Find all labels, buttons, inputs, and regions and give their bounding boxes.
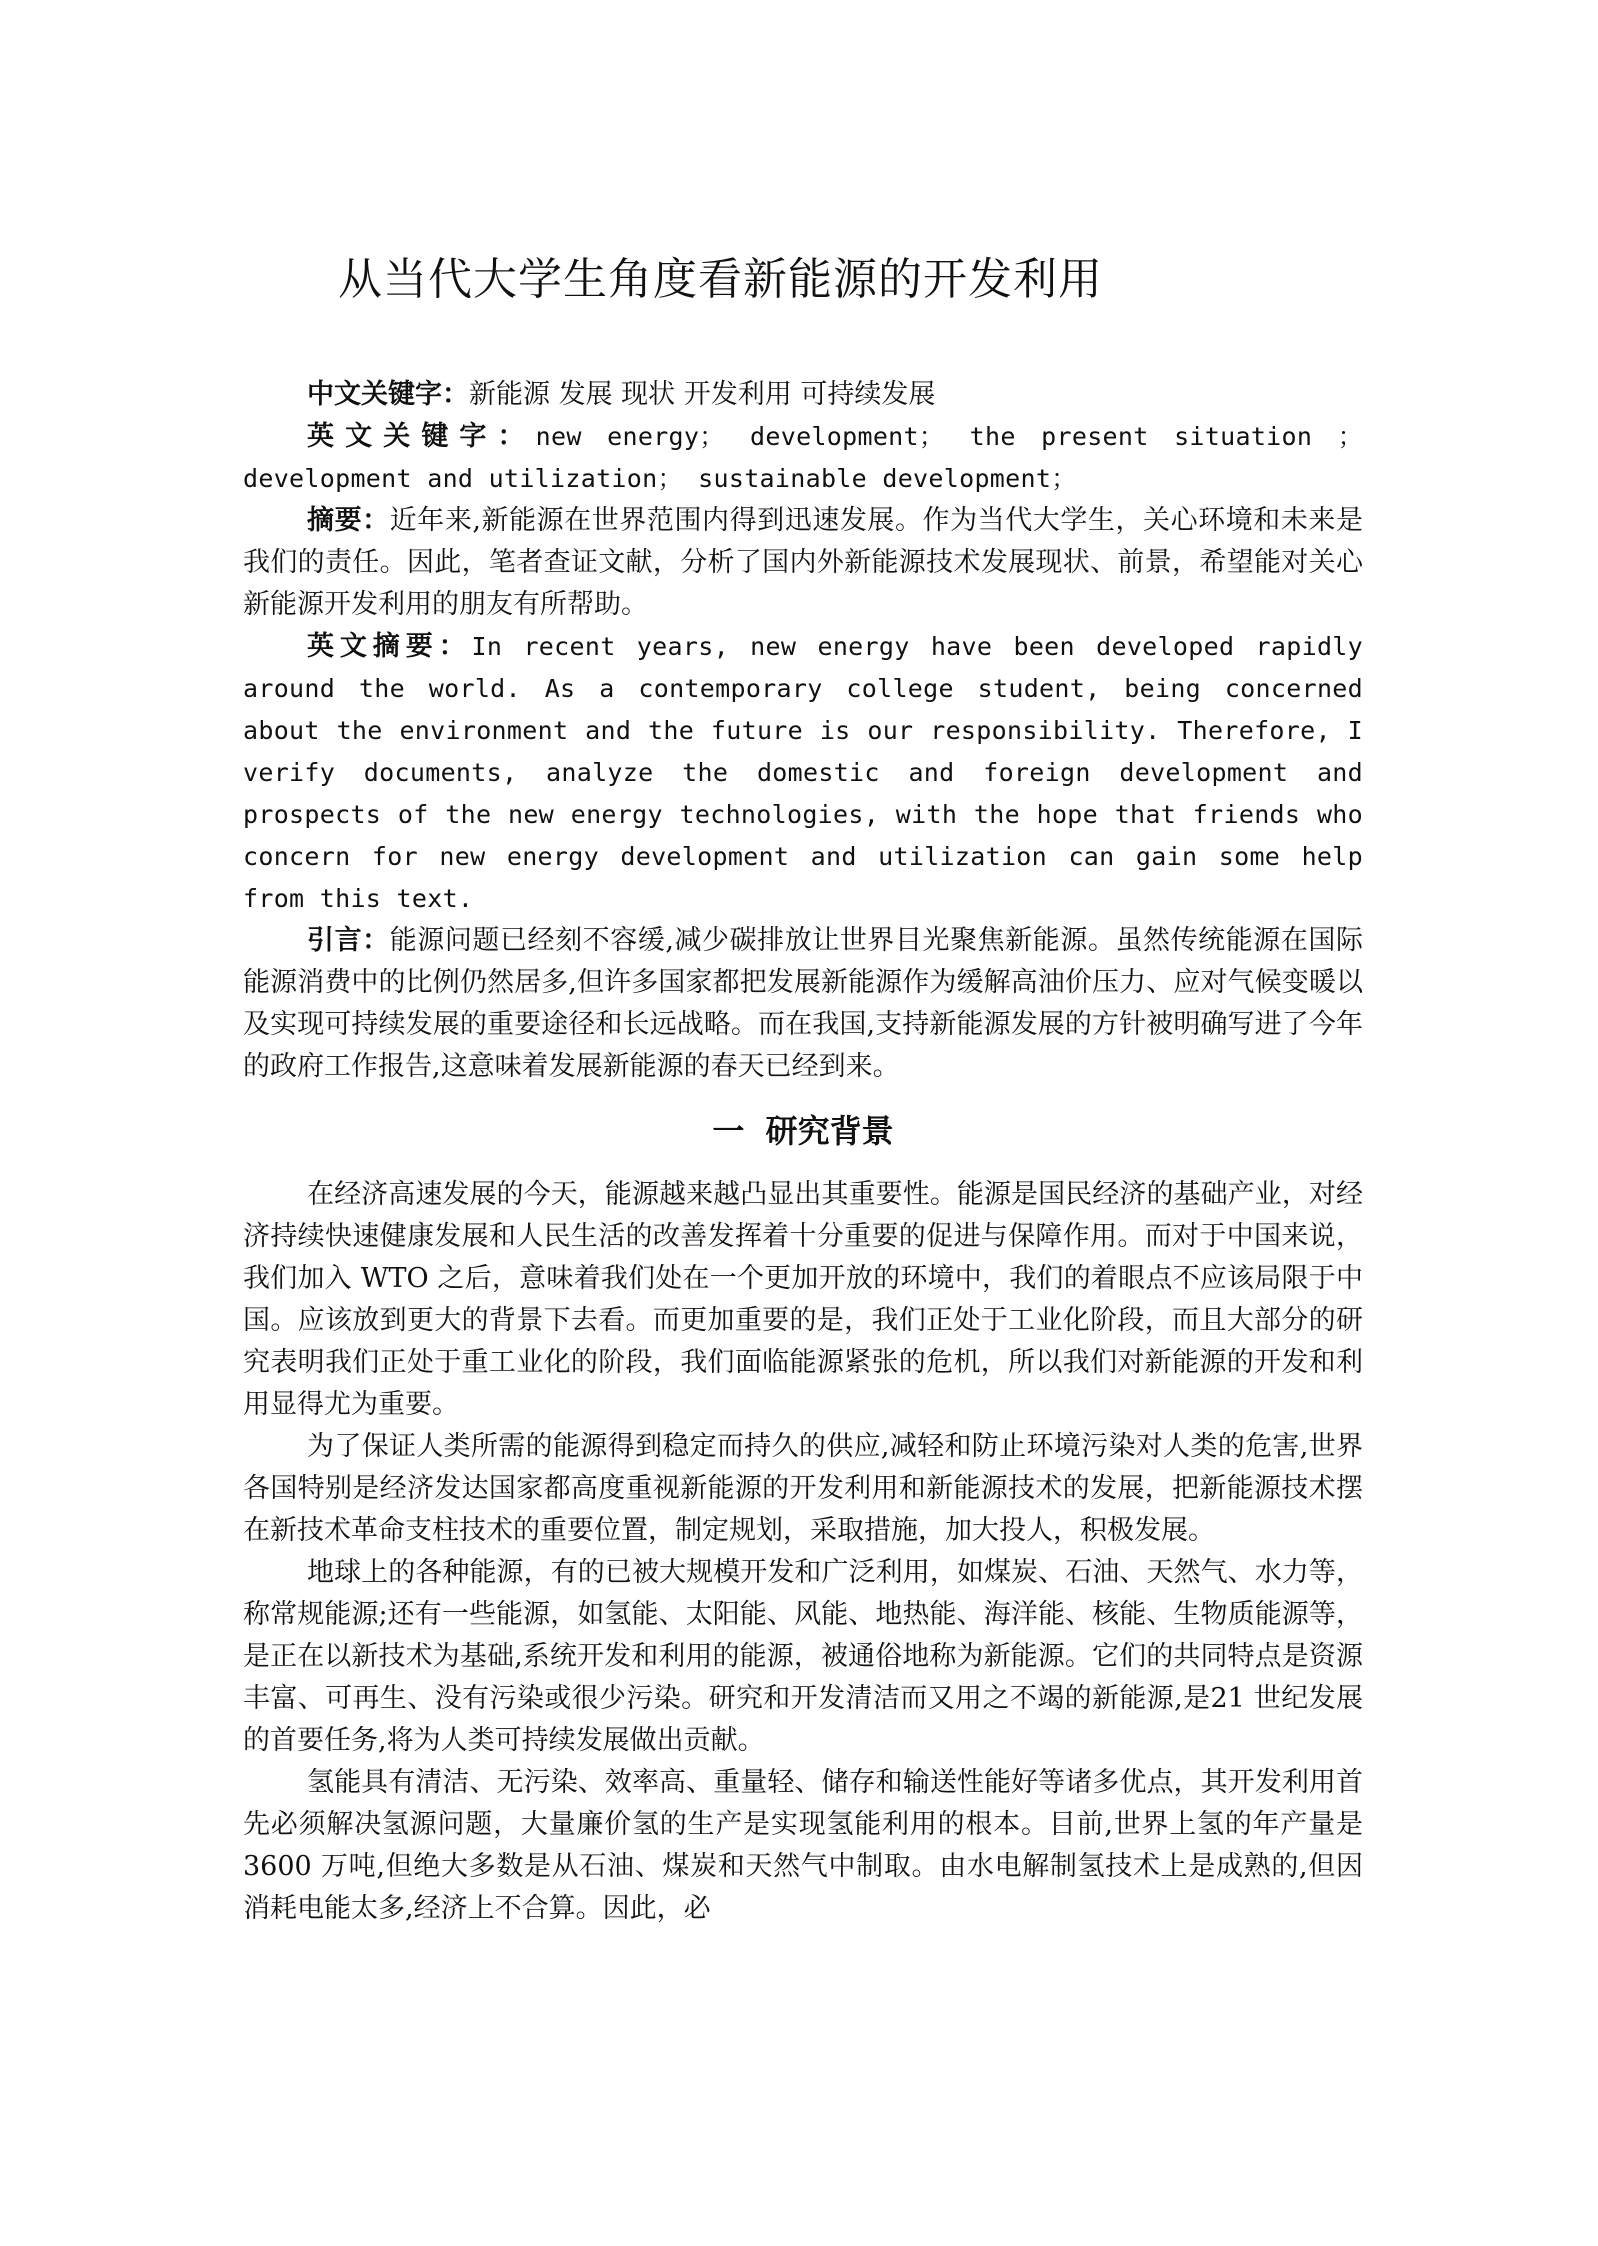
- abstract-en-label: 英文摘要：: [307, 631, 472, 662]
- abstract-en: [243, 626, 1363, 920]
- introduction-text: 能源问题已经刻不容缓,减少碳排放让世界目光聚焦新能源。虽然传统能源在国际能源消费中的比例仍然居多,但许多国家都把发展新能源作为缓解高油价压力、应对气候变暖以及实现可持续发展的重要途径和长远战略。而在我国,支持新能源发展的方针被明确写进了今年的政府工作报告,这意味着发展新能源的春天已经到来。: [243, 925, 1364, 1082]
- document-page: [243, 250, 1363, 1930]
- abstract-cn-label: 摘要：: [307, 505, 390, 536]
- abstract-cn: [243, 500, 1363, 626]
- abstract-en-text: In recent years, new energy have been developed rapidly around the world. As a contemporary college student, being concerned about the environment and the future is our responsibility. Therefore, I verify documents, analyze the domestic and foreign development and prospects of the new energy technologies, with the hope that friends who concern for new energy development and utilization can gain some help from this text.: [243, 632, 1364, 913]
- body-paragraph-2: 为了保证人类所需的能源得到稳定而持久的供应,减轻和防止环境污染对人类的危害,世界各国特别是经济发达国家都高度重视新能源的开发利用和新能源技术的发展，把新能源技术摆在新技术革命支柱技术的重要位置，制定规划，采取措施，加大投人，积极发展。: [243, 1431, 1363, 1546]
- body-paragraph-3: 地球上的各种能源，有的已被大规模开发和广泛利用，如煤炭、石油、天然气、水力等，称常规能源;还有一些能源，如氢能、太阳能、风能、地热能、海洋能、核能、生物质能源等，是正在以新技术为基础,系统开发和利用的能源，被通俗地称为新能源。它们的共同特点是资源丰富、可再生、没有污染或很少污染。研究和开发清洁而又用之不竭的新能源,是21 世纪发展的首要任务,将为人类可持续发展做出贡献。: [243, 1557, 1363, 1756]
- keywords-cn-label: 中文关键字：: [307, 379, 469, 410]
- keywords-en-label: 英文关键字：: [307, 421, 536, 452]
- keywords-en: [243, 416, 1363, 500]
- body-paragraph-1: 在经济高速发展的今天，能源越来越凸显出其重要性。能源是国民经济的基础产业，对经济持续快速健康发展和人民生活的改善发挥着十分重要的促进与保障作用。而对于中国来说，我们加入 WTO 之后，意味着我们处在一个更加开放的环境中，我们的着眼点不应该局限于中国。应该放到更大的背景下去看。而更加重要的是，我们正处于工业化阶段，而且大部分的研究表明我们正处于重工业化的阶段，我们面临能源紧张的危机，所以我们对新能源的开发和利用显得尤为重要。: [243, 1179, 1363, 1420]
- introduction: [243, 920, 1363, 1088]
- introduction-label: 引言：: [307, 925, 390, 956]
- keywords-en-text: new energy； development； the present situation ； development and utilization； sustainable development；: [243, 422, 1363, 493]
- keywords-cn: [243, 374, 1363, 416]
- document-title: 从当代大学生角度看新能源的开发利用: [338, 254, 1103, 305]
- keywords-cn-text: 新能源 发展 现状 开发利用 可持续发展: [469, 379, 936, 410]
- body-paragraph-4: 氢能具有清洁、无污染、效率高、重量轻、储存和输送性能好等诸多优点，其开发利用首先必须解决氢源问题，大量廉价氢的生产是实现氢能利用的根本。目前,世界上氢的年产量是3600 万吨,但绝大多数是从石油、煤炭和天然气中制取。由水电解制氢技术上是成熟的,但因消耗电能太多,经济上不合算。因此，必: [243, 1767, 1363, 1924]
- abstract-cn-text: 近年来,新能源在世界范围内得到迅速发展。作为当代大学生，关心环境和未来是我们的责任。因此，笔者查证文献，分析了国内外新能源技术发展现状、前景，希望能对关心新能源开发利用的朋友有所帮助。: [243, 505, 1364, 620]
- section-heading: 一 研究背景: [712, 1112, 894, 1150]
